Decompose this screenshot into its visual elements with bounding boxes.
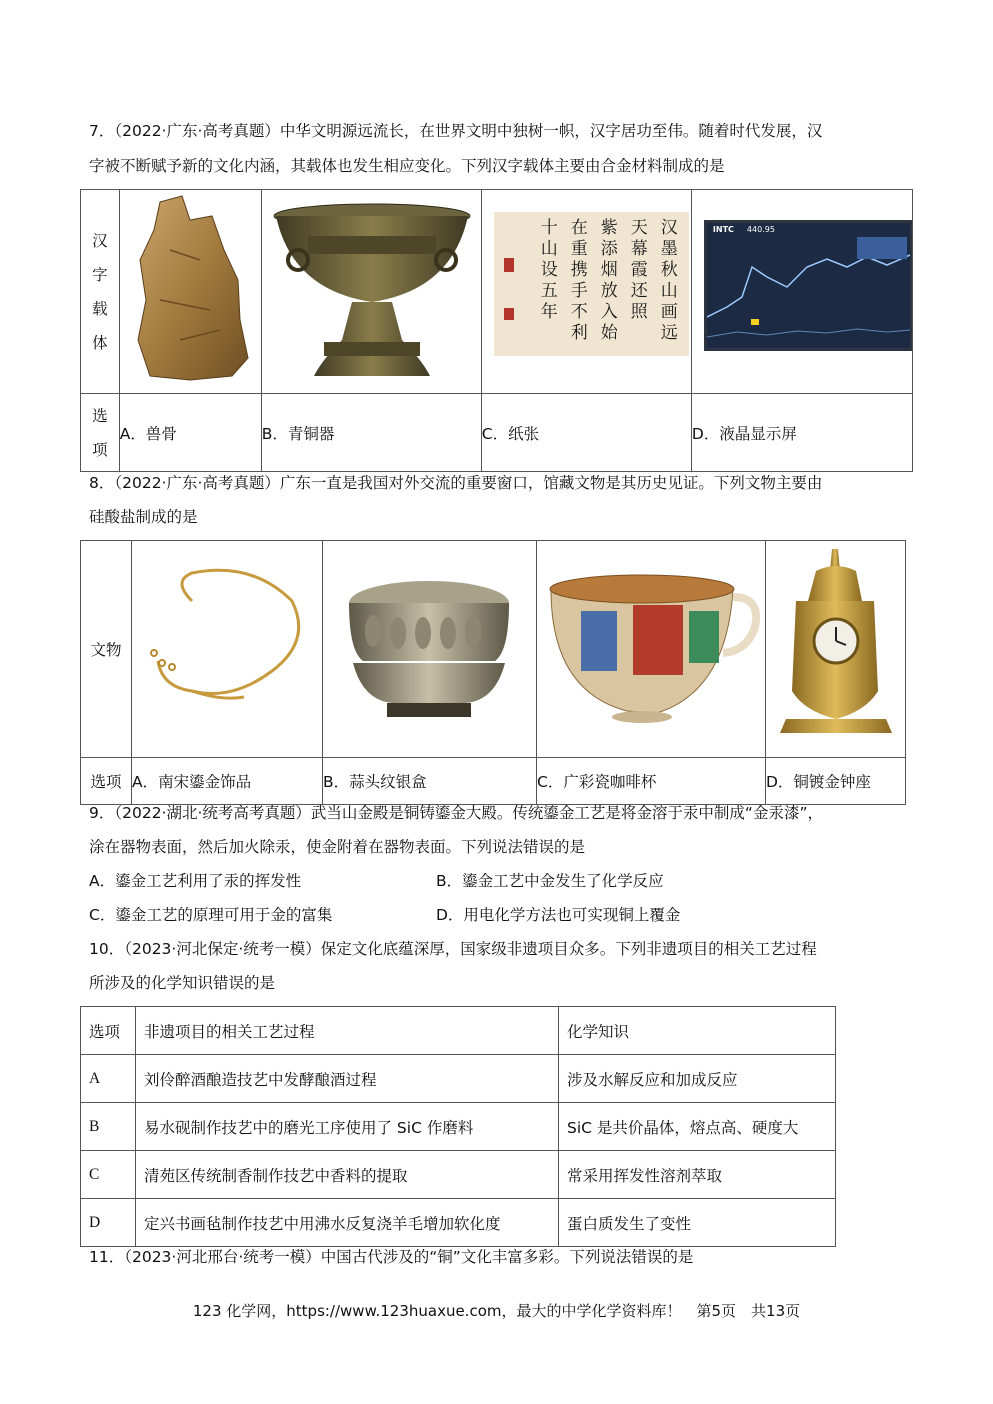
q10-row-b-knowledge: SiC 是共价晶体，熔点高、硬度大	[559, 1103, 836, 1151]
stock-ticker: INTC	[712, 225, 734, 234]
lcd-screen-image	[691, 190, 912, 394]
q8-stem-line2: 硅酸盐制成的是	[89, 508, 198, 526]
q10-header-option: 选项	[81, 1007, 136, 1055]
q11-stem-line1: 11．（2023·河北邢台·统考一模）中国古代涉及的“铜”文化丰富多彩。下列说法错误的是	[89, 1248, 694, 1266]
q10-row-a-option: A	[81, 1055, 136, 1103]
q7-option-b: B．青铜器	[261, 394, 481, 472]
porcelain-cup-image	[537, 541, 766, 758]
q9-stem-line1: 9．（2022·湖北·统考高考真题）武当山金殿是铜铸鎏金大殿。传统鎏金工艺是将金溶于汞中制成“金汞漆”，	[89, 804, 823, 822]
q8-option-label: 选项	[81, 758, 132, 805]
q7-row-label-1: 汉	[92, 231, 108, 250]
q8-option-d: D．铜镀金钟座	[766, 758, 906, 805]
q10-row-d-option: D	[81, 1199, 136, 1247]
q10-table	[80, 1006, 836, 1247]
q8-option-b: B．蒜头纹银盒	[323, 758, 537, 805]
q10-row-a-knowledge: 涉及水解反应和加成反应	[559, 1055, 836, 1103]
gilded-clock-image	[766, 541, 906, 758]
silver-box-image	[323, 541, 537, 758]
q7-row-label-4: 体	[92, 333, 108, 352]
q10-row-d-process: 定兴书画毡制作技艺中用沸水反复浇羊毛增加软化度	[136, 1199, 559, 1247]
q9-option-a: A．鎏金工艺利用了汞的挥发性	[89, 872, 302, 890]
q7-stem-line2: 字被不断赋予新的文化内涵，其载体也发生相应变化。下列汉字载体主要由合金材料制成的是	[89, 157, 725, 175]
q9-option-c: C．鎏金工艺的原理可用于金的富集	[89, 906, 333, 924]
table-row	[81, 1103, 836, 1151]
calligraphy-col-2: 天幕霞还照	[630, 218, 648, 322]
q9-option-d: D．用电化学方法也可实现铜上覆金	[436, 906, 681, 924]
lcd-screen	[704, 220, 913, 351]
q7-option-label-2: 项	[92, 440, 108, 459]
q8-option-a: A．南宋鎏金饰品	[132, 758, 323, 805]
q7-option-a: A．兽骨	[119, 394, 261, 472]
q8-stem-line1: 8．（2022·广东·高考真题）广东一直是我国对外交流的重要窗口，馆藏文物是其历史见证。下列文物主要由	[89, 474, 823, 492]
q8-row-label: 文物	[81, 541, 132, 758]
q7-row-label	[81, 190, 120, 394]
q10-row-c-knowledge: 常采用挥发性溶剂萃取	[559, 1151, 836, 1199]
q10-header-knowledge: 化学知识	[559, 1007, 836, 1055]
calligraphy-col-1: 汉墨秋山画远	[660, 218, 678, 343]
calligraphy-col-3: 紫添烟放入始	[600, 218, 618, 343]
seal-stamp	[504, 258, 514, 272]
table-row	[81, 1199, 836, 1247]
seal-stamp	[504, 308, 514, 320]
q10-row-b-option: B	[81, 1103, 136, 1151]
q10-row-a-process: 刘伶醉酒酿造技艺中发酵酿酒过程	[136, 1055, 559, 1103]
page-footer: 123 化学网，https://www.123huaxue.com，最大的中学化学资料库！ 第5页 共13页	[192, 1302, 801, 1320]
q10-row-b-process: 易水砚制作技艺中的磨光工序使用了 SiC 作磨料	[136, 1103, 559, 1151]
q9-option-b: B．鎏金工艺中金发生了化学反应	[436, 872, 664, 890]
calligraphy-col-4: 在重携手不利	[570, 218, 588, 343]
q10-header-process: 非遗项目的相关工艺过程	[136, 1007, 559, 1055]
q7-option-d: D．液晶显示屏	[691, 394, 912, 472]
q7-row-label-3: 载	[92, 299, 108, 318]
q7-stem-line1: 7．（2022·广东·高考真题）中华文明源远流长，在世界文明中独树一帜，汉字居功至伟。随着时代发展，汉	[89, 122, 823, 140]
q7-option-label	[81, 394, 120, 472]
calligraphy-paper	[494, 212, 689, 356]
q10-row-c-option: C	[81, 1151, 136, 1199]
q10-row-c-process: 清苑区传统制香制作技艺中香料的提取	[136, 1151, 559, 1199]
q7-option-c: C．纸张	[481, 394, 691, 472]
q7-carrier-table	[80, 189, 913, 472]
q9-stem-line2: 涂在器物表面，然后加火除汞，使金附着在器物表面。下列说法错误的是	[89, 838, 586, 856]
gilded-ornament-image	[132, 541, 323, 758]
q8-artifact-table	[80, 540, 906, 805]
calligraphy-col-5: 十山设五年	[540, 218, 558, 322]
paper-calligraphy-image	[481, 190, 691, 394]
bronze-vessel-image	[261, 190, 481, 394]
table-row	[81, 1151, 836, 1199]
table-row	[81, 1055, 836, 1103]
q7-row-label-2: 字	[92, 265, 108, 284]
q7-option-label-1: 选	[92, 406, 108, 425]
stock-price: 440.95	[746, 225, 775, 234]
q10-stem-line1: 10．（2023·河北保定·统考一模）保定文化底蕴深厚，国家级非遗项目众多。下列非遗项目的相关工艺过程	[89, 940, 817, 958]
animal-bone-image	[119, 190, 261, 394]
q10-stem-line2: 所涉及的化学知识错误的是	[89, 974, 276, 992]
q10-row-d-knowledge: 蛋白质发生了变性	[559, 1199, 836, 1247]
q8-option-c: C．广彩瓷咖啡杯	[537, 758, 766, 805]
